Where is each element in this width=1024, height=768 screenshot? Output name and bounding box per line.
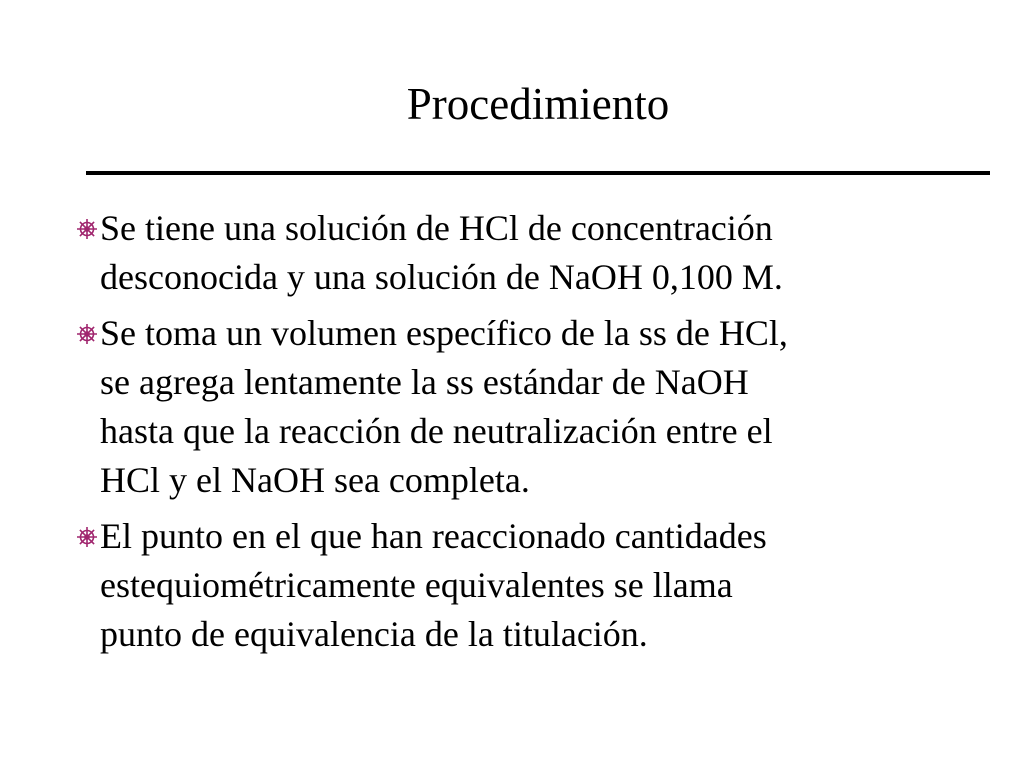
bullet-line: El punto en el que han reaccionado cantidades (100, 516, 767, 556)
wheel-icon (76, 526, 98, 548)
wheel-icon (76, 323, 98, 345)
bullet-line: hasta que la reacción de neutralización entre el (100, 411, 773, 451)
bullet-line: desconocida y una solución de NaOH 0,100 M. (100, 257, 783, 297)
bullet-line: Se tiene una solución de HCl de concentración (100, 208, 773, 248)
bullet-line: se agrega lentamente la ss estándar de NaOH (100, 362, 749, 402)
bullet-list (58, 204, 988, 666)
bullet-line: estequiométricamente equivalentes se llama (100, 565, 733, 605)
bullet-line: punto de equivalencia de la titulación. (100, 614, 648, 654)
list-item (58, 204, 988, 302)
bullet-line: HCl y el NaOH sea completa. (100, 460, 530, 500)
wheel-icon (76, 218, 98, 240)
list-item (58, 512, 988, 659)
list-item (58, 309, 988, 505)
title-divider (86, 171, 990, 175)
page-title: Procedimiento (406, 79, 670, 129)
bullet-line: Se toma un volumen específico de la ss de HCl, (100, 313, 788, 353)
